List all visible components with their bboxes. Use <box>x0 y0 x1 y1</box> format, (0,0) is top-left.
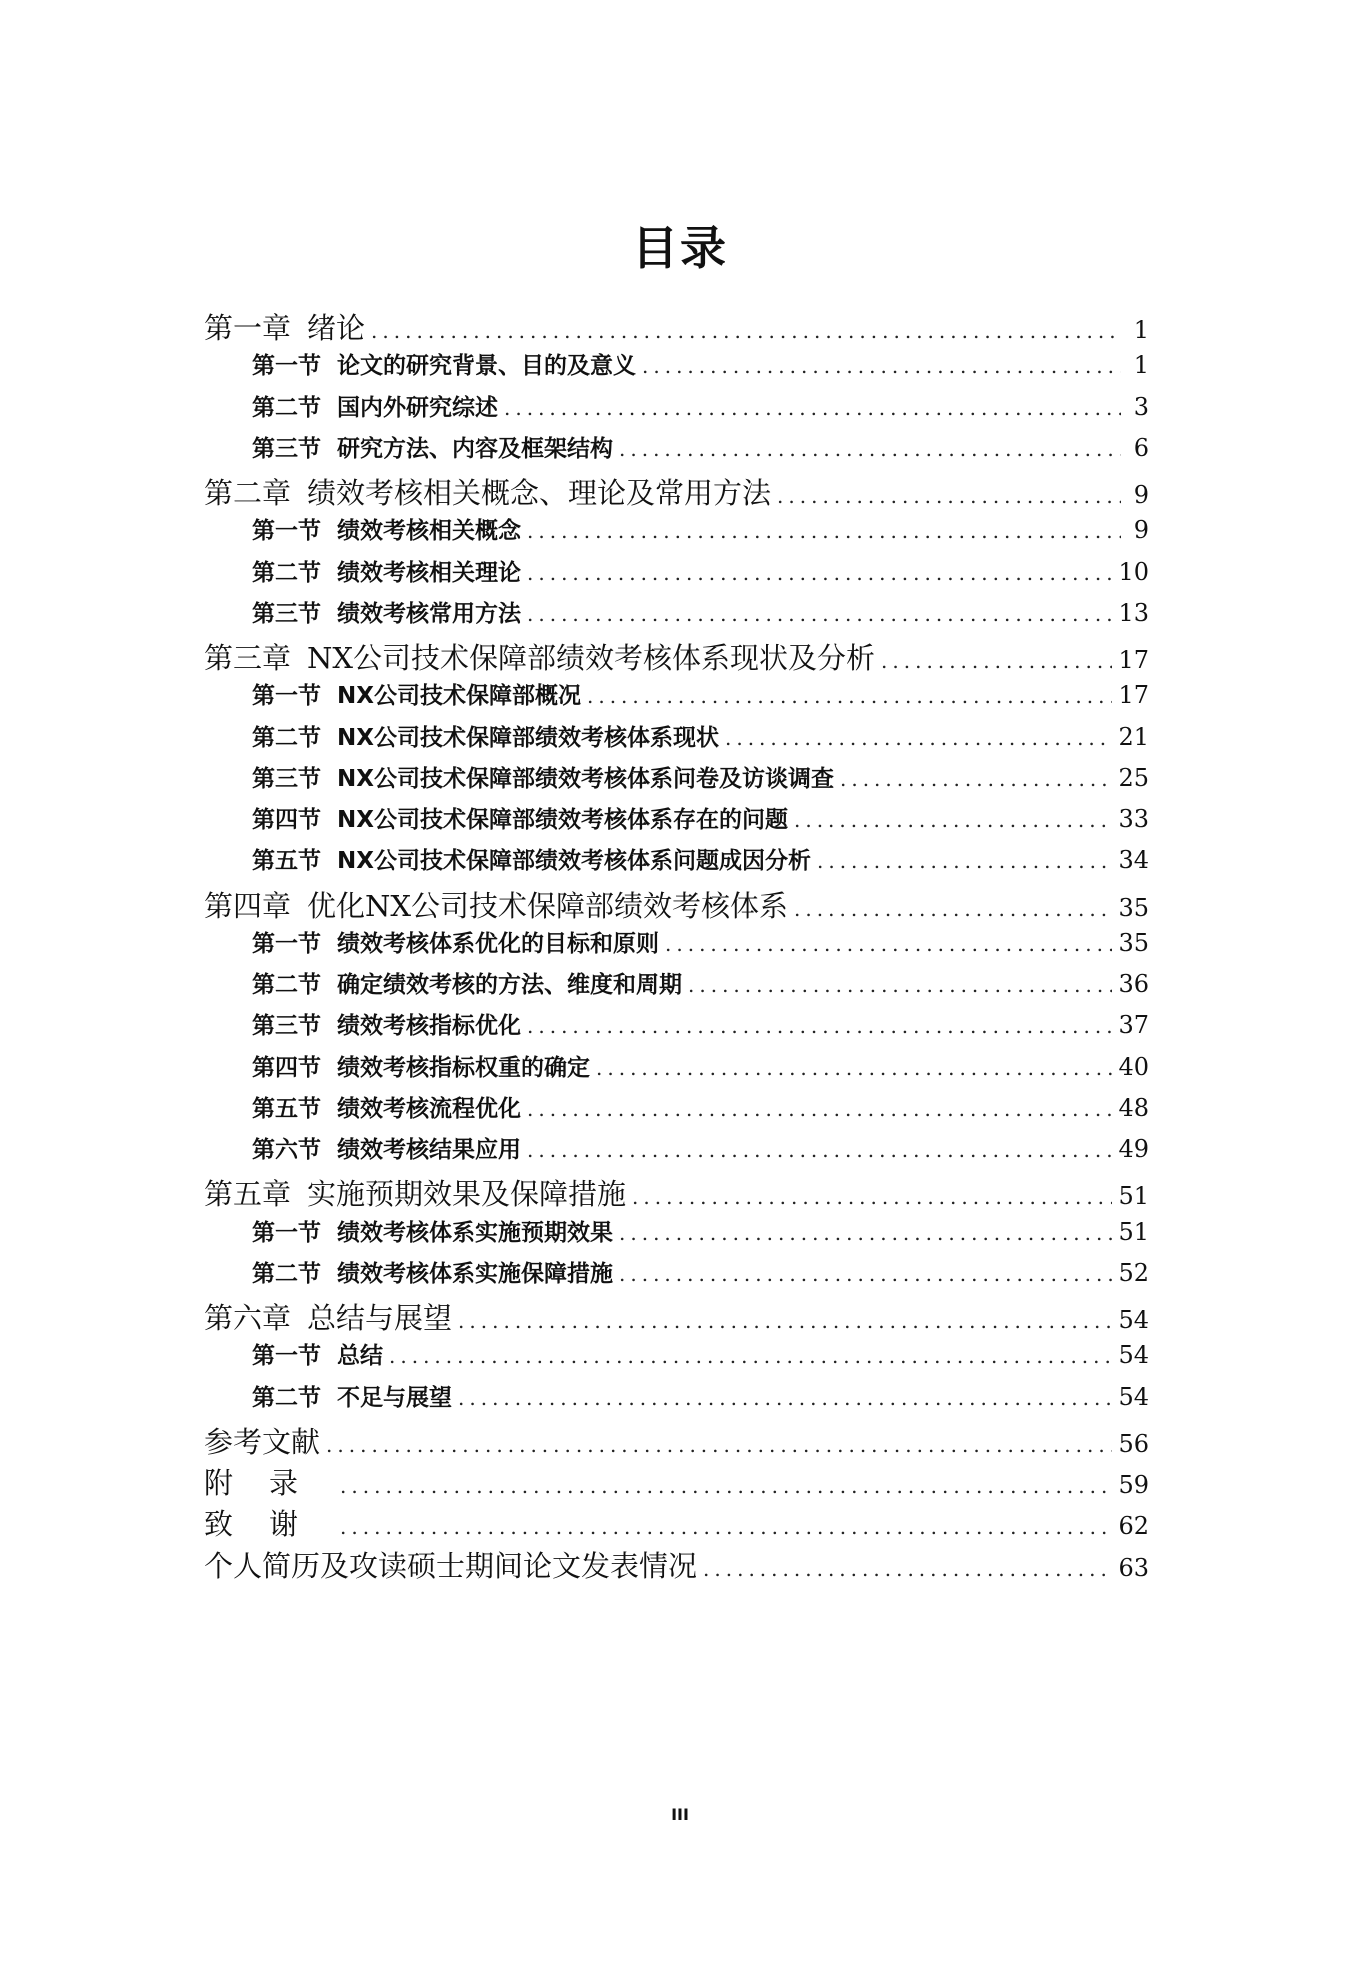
toc-page-number: 63 <box>1118 1553 1149 1582</box>
dot-leader <box>389 1344 1112 1368</box>
toc-page-number: 51 <box>1118 1182 1149 1211</box>
toc-entry-chapter <box>204 636 1149 677</box>
toc-page-number: 17 <box>1118 681 1149 710</box>
toc-entry-section <box>204 554 1149 595</box>
dot-leader <box>527 1097 1112 1121</box>
dot-leader <box>840 767 1112 791</box>
dot-leader <box>326 1433 1112 1457</box>
toc-entry-text <box>252 966 682 999</box>
toc-entry-label: 第六节 <box>252 1137 321 1163</box>
toc-page-number: 48 <box>1118 1093 1149 1122</box>
toc-page-number: 25 <box>1118 763 1149 792</box>
toc-entry-section <box>204 347 1149 388</box>
toc-entry-text <box>204 1296 452 1337</box>
toc-entry-section <box>204 966 1149 1007</box>
toc-entry-label: 第一节 <box>252 1219 321 1246</box>
toc-entry-label: 第三节 <box>252 765 321 792</box>
toc-entry-text <box>204 1544 697 1585</box>
toc-entry-text <box>252 677 581 710</box>
dot-leader <box>703 1557 1112 1581</box>
toc-page-number: 17 <box>1118 646 1149 674</box>
toc-entry-title: 绩效考核体系实施预期效果 <box>337 1219 613 1246</box>
toc-entry-text <box>252 719 719 752</box>
toc-entry-text <box>252 1131 521 1164</box>
dot-leader <box>527 1014 1112 1038</box>
toc-entry-title: 总结与展望 <box>307 1301 453 1335</box>
toc-entry-chapter <box>204 306 1149 347</box>
toc-entry-label: 第六章 <box>204 1301 292 1335</box>
toc-entry-title: 确定绩效考核的方法、维度和周期 <box>337 972 682 998</box>
toc-entry-chapter <box>204 1172 1149 1213</box>
page-title: 目录 <box>632 221 728 275</box>
dot-leader <box>619 1262 1112 1286</box>
toc-page-number: 21 <box>1118 722 1149 751</box>
toc-entry-label: 第五节 <box>252 848 321 875</box>
toc-entry-text <box>204 1502 334 1543</box>
toc-entry-title: NX公司技术保障部绩效考核体系现状及分析 <box>307 641 876 675</box>
toc-entry-section <box>204 1337 1149 1378</box>
toc-entry-section <box>204 389 1149 430</box>
dot-leader <box>794 897 1112 921</box>
toc-entry-label: 第一节 <box>252 353 321 380</box>
dot-leader <box>371 319 1121 343</box>
toc-entry-title: 研究方法、内容及框架结构 <box>337 435 613 462</box>
dot-leader <box>619 437 1121 461</box>
toc-entry-label: 第二节 <box>252 724 321 751</box>
toc-entry-label: 第五章 <box>204 1177 292 1212</box>
toc-entry-title: 绩效考核体系优化的目标和原则 <box>337 930 659 957</box>
toc-entry-label: 第二节 <box>252 1260 321 1287</box>
dot-leader <box>504 396 1121 420</box>
toc-page-number: 10 <box>1118 557 1149 586</box>
toc-page-number: 54 <box>1118 1306 1149 1334</box>
toc-entry-label: 第一节 <box>252 683 321 710</box>
dot-leader <box>619 1221 1112 1245</box>
toc-entry-text <box>204 636 875 677</box>
toc-page-number: 36 <box>1118 970 1149 998</box>
toc-entry-label: 第四节 <box>252 1054 321 1081</box>
toc-page-number: 1 <box>1133 351 1149 380</box>
toc-entry-text <box>252 842 811 875</box>
toc-entry-label: 第一节 <box>252 518 321 545</box>
toc-entry-chapter <box>204 1544 1149 1585</box>
dot-leader <box>458 1386 1112 1410</box>
dot-leader <box>587 684 1112 708</box>
toc-entry-title: 绩效考核相关理论 <box>337 559 521 586</box>
toc-entry-text <box>252 1255 613 1288</box>
toc-entry-title: 绩效考核指标优化 <box>337 1013 521 1040</box>
toc-entry-title: 绪论 <box>307 311 366 345</box>
toc-page-number: 6 <box>1133 433 1149 462</box>
toc-entry-text <box>204 1420 320 1461</box>
toc-entry-section <box>204 719 1149 760</box>
toc-entry-text <box>252 1007 521 1040</box>
toc-entry-section <box>204 760 1149 801</box>
toc-entry-section <box>204 1131 1149 1172</box>
dot-leader <box>642 354 1121 378</box>
dot-leader <box>632 1185 1112 1209</box>
toc-page-number: 62 <box>1118 1512 1149 1541</box>
toc-page-number: 37 <box>1118 1011 1149 1040</box>
toc-entry-section <box>204 512 1149 553</box>
toc-entry-title: 总结 <box>337 1343 383 1370</box>
toc-entry-title: 实施预期效果及保障措施 <box>307 1177 627 1212</box>
toc-entry-text <box>252 925 659 958</box>
toc-page-number: 34 <box>1118 846 1149 875</box>
dot-leader <box>340 1515 1112 1539</box>
toc-entry-text <box>204 884 788 925</box>
dot-leader <box>688 973 1112 997</box>
toc-page-number: 9 <box>1133 516 1149 545</box>
toc-page-number: 3 <box>1133 392 1149 421</box>
toc-page-number: 9 <box>1133 481 1149 509</box>
toc-entry-title: 优化NX公司技术保障部绩效考核体系 <box>307 888 789 923</box>
toc-entry-title: 不足与展望 <box>337 1384 452 1411</box>
toc-page-number: 51 <box>1118 1217 1149 1246</box>
toc-entry-label: 第三节 <box>252 1013 321 1040</box>
toc-entry-text <box>252 595 521 628</box>
toc-entry-section <box>204 677 1149 718</box>
toc-entry-title: NX公司技术保障部绩效考核体系问卷及访谈调查 <box>337 765 834 792</box>
toc-entry-title: 致谢 <box>204 1507 335 1542</box>
toc-entry-chapter <box>204 884 1149 925</box>
toc-entry-title: 论文的研究背景、目的及意义 <box>337 353 636 380</box>
table-of-contents <box>204 306 1149 1585</box>
toc-page-number: 59 <box>1118 1471 1149 1499</box>
toc-entry-text <box>204 471 771 512</box>
dot-leader <box>881 649 1112 673</box>
toc-entry-title: 绩效考核结果应用 <box>337 1137 521 1163</box>
toc-entry-label: 第二章 <box>204 476 292 510</box>
toc-page-number: 49 <box>1118 1135 1149 1163</box>
toc-entry-chapter <box>204 471 1149 512</box>
toc-page-number: 35 <box>1118 928 1149 957</box>
toc-entry-chapter <box>204 1461 1149 1502</box>
toc-entry-chapter <box>204 1296 1149 1337</box>
toc-entry-text <box>252 760 834 793</box>
toc-entry-section <box>204 1214 1149 1255</box>
toc-entry-label: 第五节 <box>252 1095 321 1122</box>
toc-entry-section <box>204 1007 1149 1048</box>
toc-page-number: 56 <box>1118 1429 1149 1458</box>
toc-entry-title: 绩效考核体系实施保障措施 <box>337 1260 613 1287</box>
toc-entry-title: NX公司技术保障部绩效考核体系存在的问题 <box>337 807 788 833</box>
toc-entry-title: 绩效考核常用方法 <box>337 600 521 627</box>
toc-entry-text <box>252 389 498 422</box>
toc-entry-label: 第二节 <box>252 394 321 421</box>
toc-entry-label: 第二节 <box>252 1384 321 1411</box>
toc-page-number: 35 <box>1118 893 1149 922</box>
dot-leader <box>527 602 1112 626</box>
toc-entry-label: 第一节 <box>252 930 321 957</box>
toc-entry-title: NX公司技术保障部绩效考核体系问题成因分析 <box>337 848 811 875</box>
dot-leader <box>340 1474 1112 1498</box>
dot-leader <box>794 808 1112 832</box>
toc-entry-section <box>204 1255 1149 1296</box>
toc-entry-section <box>204 1049 1149 1090</box>
dot-leader <box>458 1309 1112 1333</box>
footer-page-number: III <box>671 1805 689 1824</box>
toc-entry-title: 绩效考核相关概念 <box>337 518 521 545</box>
toc-entry-title: 绩效考核相关概念、理论及常用方法 <box>307 476 772 510</box>
toc-entry-text <box>252 1214 613 1247</box>
dot-leader <box>665 932 1112 956</box>
toc-entry-text <box>252 347 636 380</box>
toc-entry-chapter <box>204 1502 1149 1543</box>
toc-entry-section <box>204 430 1149 471</box>
toc-page-number: 54 <box>1118 1341 1149 1370</box>
toc-entry-section <box>204 842 1149 883</box>
toc-entry-label: 第三节 <box>252 600 321 627</box>
dot-leader <box>527 561 1112 585</box>
toc-entry-section <box>204 595 1149 636</box>
toc-page-number: 40 <box>1118 1052 1149 1081</box>
toc-entry-label: 第二节 <box>252 972 321 998</box>
toc-entry-section <box>204 801 1149 842</box>
toc-entry-text <box>252 554 521 587</box>
toc-entry-section <box>204 925 1149 966</box>
toc-entry-text <box>252 1379 452 1412</box>
dot-leader <box>817 849 1112 873</box>
toc-page-number: 1 <box>1133 316 1149 344</box>
toc-entry-label: 第二节 <box>252 559 321 586</box>
toc-entry-text <box>204 1461 334 1502</box>
toc-page-number: 54 <box>1118 1382 1149 1411</box>
toc-entry-label: 第四节 <box>252 807 321 833</box>
toc-entry-section <box>204 1090 1149 1131</box>
toc-entry-title: NX公司技术保障部概况 <box>337 683 581 710</box>
dot-leader <box>527 519 1121 543</box>
dot-leader <box>725 726 1112 750</box>
toc-entry-label: 第三节 <box>252 435 321 462</box>
toc-page-number: 52 <box>1118 1258 1149 1287</box>
toc-page-number: 13 <box>1118 598 1149 627</box>
toc-entry-text <box>252 1090 521 1123</box>
toc-entry-label: 第一章 <box>204 311 292 345</box>
toc-entry-label: 第一节 <box>252 1343 321 1370</box>
toc-entry-text <box>252 1337 383 1370</box>
toc-entry-text <box>252 430 613 463</box>
toc-entry-title: NX公司技术保障部绩效考核体系现状 <box>337 724 719 751</box>
dot-leader <box>777 484 1121 508</box>
toc-entry-title: 绩效考核流程优化 <box>337 1095 521 1122</box>
toc-entry-text <box>204 1172 626 1213</box>
toc-entry-title: 参考文献 <box>204 1424 321 1459</box>
toc-entry-text <box>252 512 521 545</box>
dot-leader <box>596 1056 1112 1080</box>
toc-entry-text <box>252 1049 590 1082</box>
toc-entry-chapter <box>204 1420 1149 1461</box>
toc-entry-section <box>204 1379 1149 1420</box>
toc-entry-title: 附录 <box>204 1466 335 1500</box>
toc-entry-title: 国内外研究综述 <box>337 394 498 421</box>
toc-entry-label: 第三章 <box>204 641 292 675</box>
toc-entry-label: 第四章 <box>204 888 292 923</box>
toc-entry-text <box>204 306 365 347</box>
toc-entry-title: 绩效考核指标权重的确定 <box>337 1054 590 1081</box>
dot-leader <box>527 1138 1112 1162</box>
toc-entry-text <box>252 801 788 834</box>
toc-entry-title: 个人简历及攻读硕士期间论文发表情况 <box>204 1548 698 1583</box>
toc-page-number: 33 <box>1118 805 1149 833</box>
